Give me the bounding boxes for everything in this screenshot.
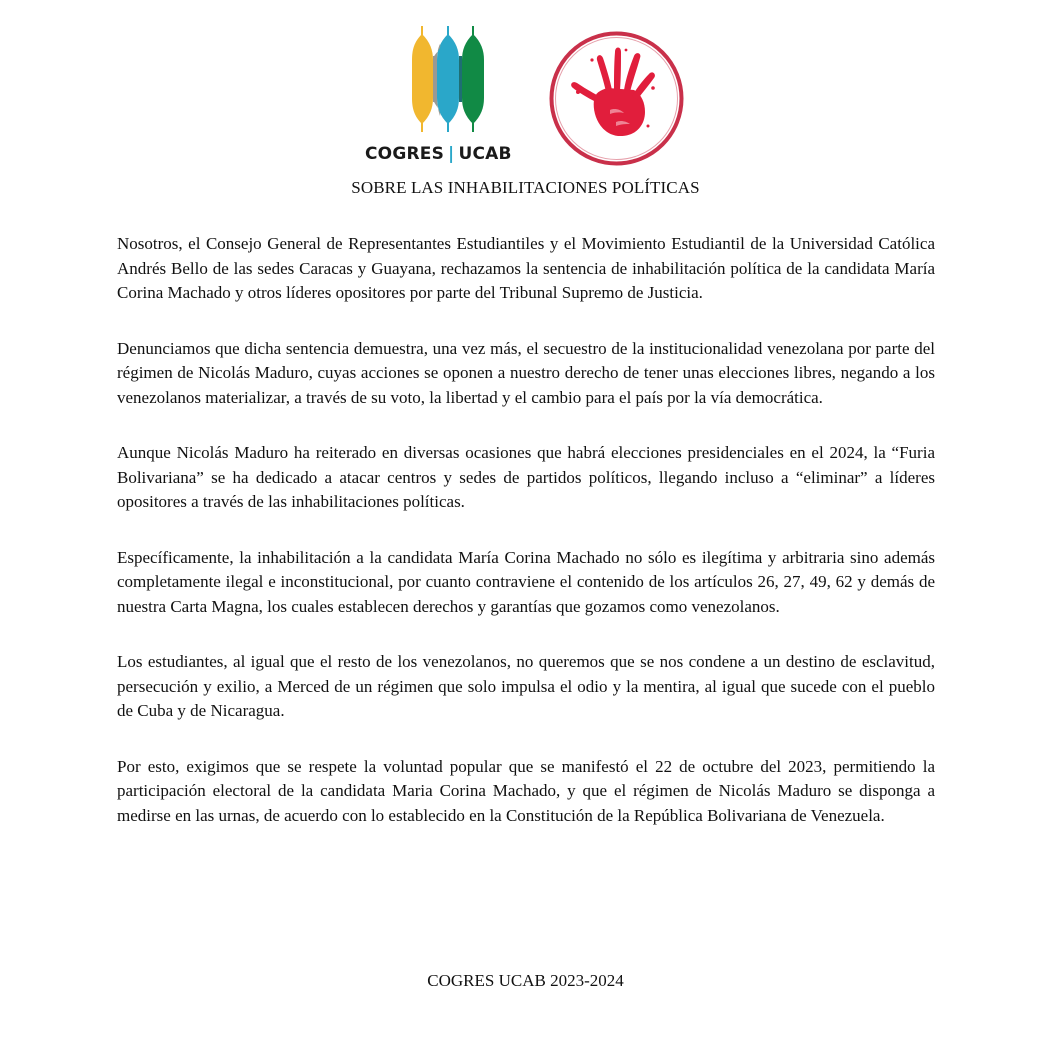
wordmark-ucab: UCAB [458,144,512,164]
document-body [117,232,935,859]
document-title: SOBRE LAS INHABILITACIONES POLÍTICAS [351,178,700,197]
cogres-ucab-logo [365,26,530,168]
header-logos [0,0,1051,180]
paragraph-3: Aunque Nicolás Maduro ha reiterado en diversas ocasiones que habrá elecciones presidenciales en el 2024, la “Furia Bolivariana” se ha dedicado a atacar centros y sedes de partidos políticos, llegando incluso a “eliminar” a líderes opositores a través de las inhabilitaciones políticas. [117,443,935,511]
paragraph-5: Los estudiantes, al igual que el resto de los venezolanos, no queremos que se nos condene a un destino de esclavitud, persecución y exilio, a Merced de un régimen que solo impulsa el odio y la mentira, al igual que sucede con el pueblo de Cuba y de Nicaragua. [117,652,935,720]
cogres-ucab-wordmark [365,144,530,164]
paragraph-6: Por esto, exigimos que se respete la voluntad popular que se manifestó el 22 de octubre del 2023, permitiendo la participación electoral de la candidata Maria Corina Machado, y que el régimen de Nicolás Maduro se disponga a medirse en las urnas, de acuerdo con lo establecido en la Constitución de la República Bolivariana de Venezuela. [117,756,935,825]
paragraph-4: Específicamente, la inhabilitación a la candidata María Corina Machado no sólo es ilegítima y arbitraria sino además completamente ilegal e inconstitucional, por cuanto contraviene el contenido de los artículos 26, 27, 49, 62 y demás de nuestra Carta Magna, los cuales establecen derechos y garantías que gozamos como venezolanos. [117,547,935,616]
document-signature: COGRES UCAB 2023-2024 [427,971,624,990]
red-hand-seal-icon [548,30,685,167]
paragraph-2: Denunciamos que dicha sentencia demuestra, una vez más, el secuestro de la institucionalidad venezolana por parte del régimen de Nicolás Maduro, cuyas acciones se oponen a nuestro derecho de tener unas elecciones libres, negando a los venezolanos materializar, a través de su voto, la libertad y el cambio para el país por la vía democrática. [117,338,935,407]
wordmark-cogres: COGRES [365,144,445,164]
cogres-ucab-bars-icon [412,26,484,132]
wordmark-separator: | [448,144,455,164]
paragraph-1: Nosotros, el Consejo General de Representantes Estudiantiles y el Movimiento Estudiantil de la Universidad Católica Andrés Bello de las sedes Caracas y Guayana, rechazamos la sentencia de inhabilitación política de la candidata María Corina Machado y otros líderes opositores por parte del Tribunal Supremo de Justicia. [117,234,935,302]
